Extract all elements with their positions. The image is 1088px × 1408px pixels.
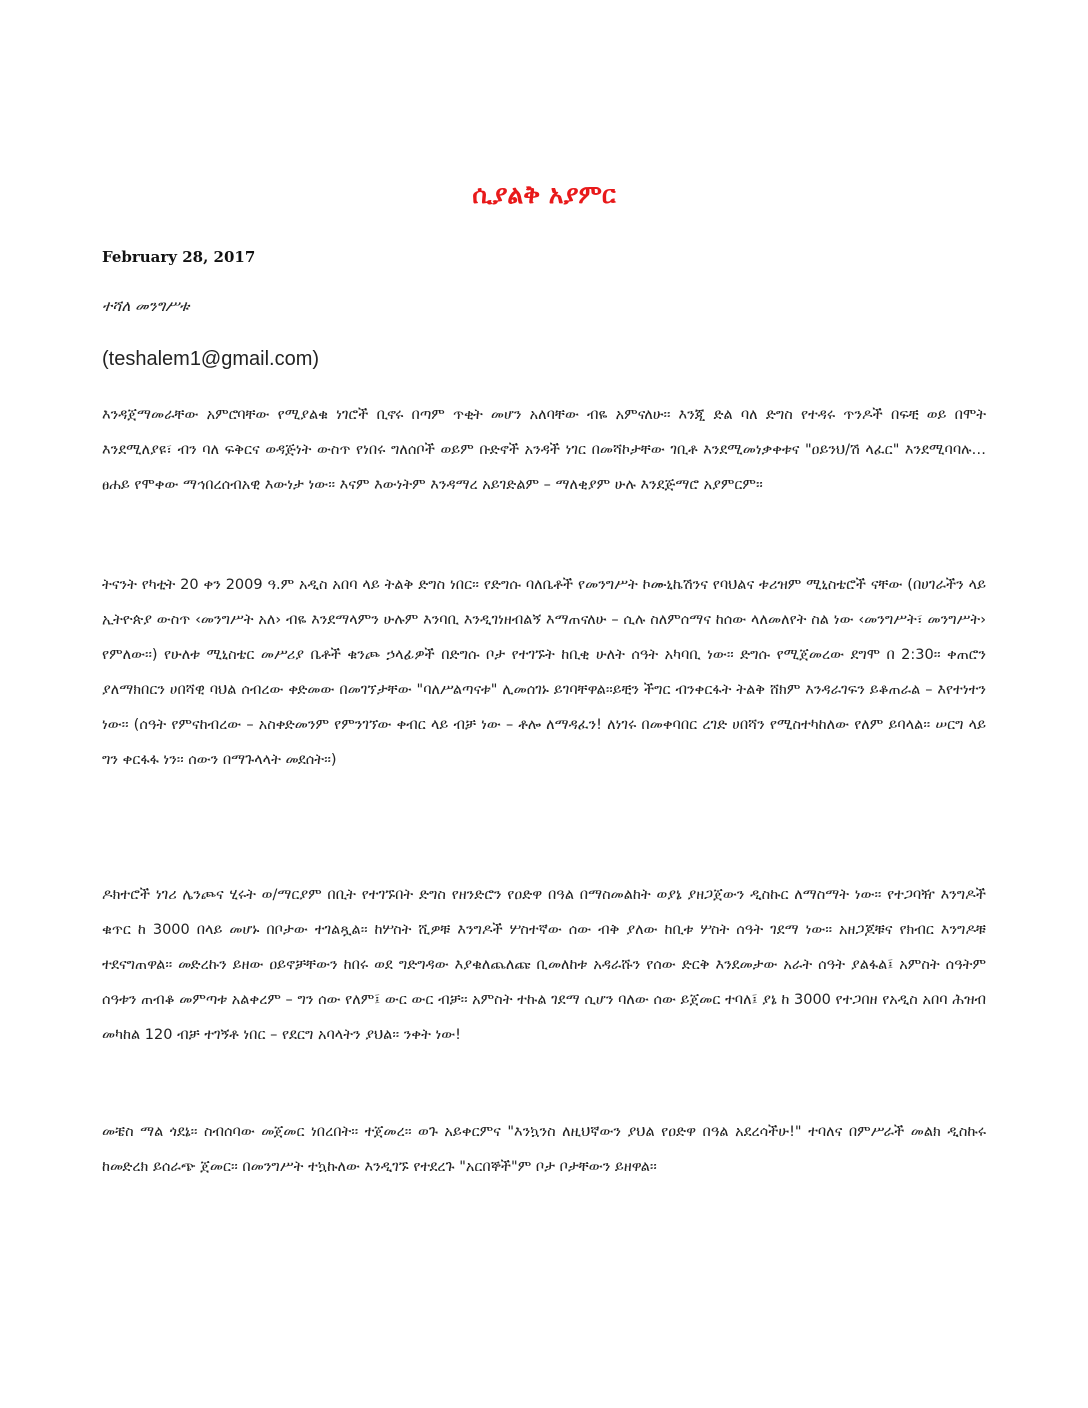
author-name: ተሻለ መንግሥቱ [102,297,190,315]
author-email: (teshalem1@gmail.com) [102,348,320,370]
body-paragraph-1: እንዳጀማመራቸው አምሮባቸው የሚያልቁ ነገሮች ቢኖሩ በጣም ጥቂት መሆን አለባቸው ብዬ አምናለሁ፡፡ እንጂ ድል ባለ ድግስ የተዳሩ ጥንዶች በፍቺ ወይ በሞት እንደሚለያዩ፣ ብን ባለ ፍቅርና ወዳጅነት ውስጥ የነበሩ ግለሰቦች ወይም ቡድኖች አንዳች ነገር በመሻኮታቸው ገቢቶ እንደሚመነቃቀቱና "ዐይንህ/ሽ ላፈር" እንደሚባባሉ… ፀሐይ የሞቀው ማኅበረሰብአዊ እውነታ ነው፡፡ እናም እውነትም እንዳማረ አይገድልም – ማለቂያም ሁሉ እንደጅማሮ አያምርም፡፡ [102,407,986,493]
body-paragraph-3: ዶክተሮች ነገሪ ሌንጮና ሂሩት ወ/ማርያም በቢት የተገኙበት ድግስ የዘንድሮን የዐድዋ በዓል በማስመልከት ወያኔ ያዘጋጀውን ዲስኩር ለማስማት ነው፡፡ የተጋባዥ እንግዶች ቁጥር ከ 3000 በላይ መሆኑ በቦታው ተገልጿል፡፡ ከሦስት ሺዎቹ እንግዶች ሦስተኛው ሰው ብቅ ያለው ከቢቱ ሦስት ሰዓት ገደማ ነው፡፡ አዘጋጆቹና የክብር እንግዶቹ ተደናግጠዋል፡፡ መድረኩን ይዘው ዐይኖቻቸውን ከበሩ ወደ ግድግዳው እያቁለጨለጩ ቢመለከቱ አዳራሹን የሰው ድርቅ እንደመታው አራት ሰዓት ያልፋል፤ አምስት ሰዓትም ሰዓቱን ጠብቆ መምጣቱ አልቀረም – ግን ሰው የለም፤ ውር ውር ብቻ፡፡ አምስት ተኩል ገደማ ሲሆን ባለው ሰው ይጀመር ተባለ፤ ያኔ ከ 3000 የተጋበዘ የአዲስ አበባ ሕዝብ መካከል 120 ብቻ ተገኝቶ ነበር – የደርግ አባላትን ያህል፡፡ ንቀት ነው! [102,887,986,1043]
body-paragraph-2: ትናንት የካቲት 20 ቀን 2009 ዓ.ም አዲስ አበባ ላይ ትልቅ ድግስ ነበር፡፡ የድግሱ ባለቤቶች የመንግሥት ኮሙኒኬሽንና የባህልና ቱሪዝም ሚኒስቴሮች ናቸው (በሀገራችን ላይ ኢትዮጵያ ውስጥ ‹መንግሥት አለ› ብዬ እንደማላምን ሁሉም እንባቢ እንዲገነዘብልኝ እማጠናለሁ – ሲሉ ስለምሰማና ከሰው ላለመለየት ስል ነው ‹መንግሥት፣ መንግሥት› የምለው፡፡) የሁለቱ ሚኒስቴር መሥሪያ ቤቶች ቁንጮ ኃላፊዎች በድግሱ ቦታ የተገኙት ከቢቂ ሁለት ሰዓት አካባቢ ነው፡፡ ድግሱ የሚጀመረው ደግሞ በ 2:30፡፡ ቀጠሮን ያለማክበርን ሀበሻዊ ባህል ሰብረው ቀድመው በመገኘታቸው "ባለሥልጣናቱ" ሊመሰገኑ ይገባቸዋል፡፡ይቺን ችግር ብንቀርፋት ትልቅ ሸክም እንዳራገፍን ይቆጠራል – እየተነተን ነው፡፡ (ሰዓት የምናከብረው – አስቀድመንም የምንገኘው ቀብር ላይ ብቻ ነው – ቶሎ ለማዳፈን! ለነገሩ በመቀባበር ረገድ ሀበሻን የሚስተካከለው የለም ይባላል፡፡ ሠርግ ላይ ግን ቀርፋፋ ነን፡፡ ሰውን በማጉላላት መደሰት፡፡) [102,577,986,768]
body-paragraph-4: መቼስ ማል ጎደኔ፡፡ ስብሰባው መጀመር ነበረበት፡፡ ተጀመረ፡፡ ወጉ አይቀርምና "እንኳንስ ለዚህኛውን ያህል የዐድዋ በዓል አደረሳችሁ!" ተባለና በምሥራች መልክ ዲስኩሩ ከመድረክ ይሰራጭ ጀመር፡፡ በመንግሥት ተኳኩለው እንዲገኙ የተደረጉ "አርበኞች"ም ቦታ ቦታቸውን ይዘዋል፡፡ [102,1124,986,1175]
publication-date: February 28, 2017 [102,248,256,266]
document-title: ሲያልቅ አያምር [472,180,616,209]
